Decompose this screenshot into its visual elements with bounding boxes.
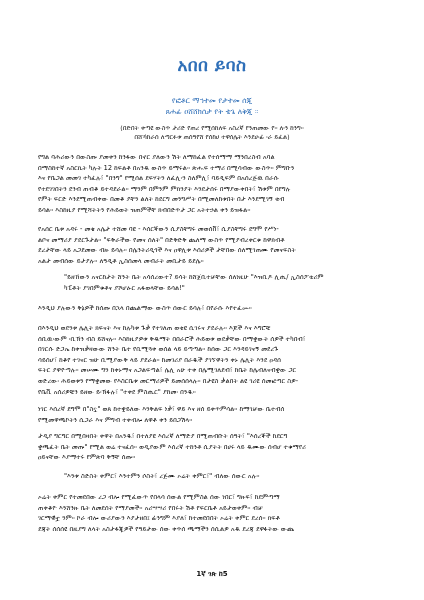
text-line: የምት ፍርድ እንደሚጠብቀው በመቆ ያቸን ልለት ከደርግ መንግሥት በሚመለከቱበት በታ እንደሚገኝ ቂብ xyxy=(38,195,285,204)
text-line: ሰቢዉ፡ውም ፡ቢኽን ብስ ይሸናሉ። እስከዚያዎቱ ቅዱማት በበራሮች ሕይወቱ ወደቃቸው በማቋውት ሰዎች ተካበብ፣ xyxy=(38,334,306,343)
text-line: "ይዘኸውን አናርከታት ሸንት ቤት አሳሰረውተ? ይሳት ከሸጀቢተቻቸው ሰለነዚሁ "እዝቢዶ ሊጢ/ ኢስሰፖቴሪም xyxy=(64,273,324,281)
text-line: ይሳል። እስከዚያ የሚሻትትን የሕይወት ዝጠምችቸ ክብበድጥታ ጋር አትተኃል ቀን ይዝፋል። xyxy=(38,205,251,214)
text-line: ታዲያ ግርግር በሚበዛበት ቀዋት በአንዱ፣ በተለያዩ እሰረኛ ለማድያ በሚጠብቡት ሰዓት፣ "እሰረኞች ከደርግ xyxy=(38,432,288,440)
text-line: ፍትር ያዋዮጣሉ። መሠሙ ግን ከቀኑማና አጋልፍጣል፣ ሌሊ አሁ ተቀ በሌሚገለደብ፣ ከቤት ከሌብለናብቋው ጋር xyxy=(38,366,297,375)
text-line: ካፒቶት ያገበምቁቶና ያሾሆፁር አፋወላቸው ይሳል!" xyxy=(64,283,185,292)
intro-note-line-2: በሸኻከራሰ ለጣርፉቱ ጠሰዓየሸ የሰከሀ ተዋሰሌት እንደሀ፡ፊ ፡ራ ይፈል) xyxy=(134,133,290,141)
text-line: ወድረው፡ ሕይወቱን የማቋመው የእስርቤቱ መርማሪዎች ይመሰሰላሉ። በታዩስ ቃልበት ልዩ ገሪዩ ሰመፎጣር ስዎ- xyxy=(38,376,299,385)
text-line: ዐይናቸው እያማተሩ የምጽባ ቅኝቸ ሰጡ። xyxy=(38,453,136,462)
text-line: የግል ባሕሪውን በውስጡ ያመቀን ከንፋው በኖር ያለውን ሽት ለማከፈል የተሰማማ ማንበረስብ አባል xyxy=(38,153,275,161)
paragraph-1 xyxy=(38,152,386,216)
paragraph-6 xyxy=(38,431,386,463)
text-line: አልታ መብሰው ይታያሉ። ለዓዲቶ ኢስሰመላ መብራት መቢታይ ይደሌ። xyxy=(38,256,204,265)
text-line: ቋጫፈት ቤት መጡ" የሚል ወሬ ተናፈሰ። ወዲያውም እሰረኛ ተከንቶ ሲያትት በሀሩ ላይ ዱሙው ሰብሆ ተቁማየሪ xyxy=(38,442,306,451)
text-line: የሚመዋጫኮትን ሲጋራ እና ምግብ ተቀብሎ ለዋቶ ቀን ይበጋሽላ። xyxy=(38,415,193,424)
text-line: በእንዲህ ወደንቱ ሌሊት ክፍናት እና ከሉካቱ ጉቃ የተገለጠ ወቂዩ ሲገሩና ያደራሉ። እጆች እና እግሮቹ xyxy=(38,324,271,332)
text-line: ደጃት ሰሰሰዩ በዚያግ ለላት አስታፋጂዎች የዓይታው ሰው ቀጥሰ ጫማችን ሰሲልዎ አዱ ደረጃ ደዋፋትው ውጨ xyxy=(38,524,295,533)
text-line: በማስከተኛ አስርኪት ካሉት 12 ከፍልቶ በአንዱ ውስጥ ይማሩል። ጽሑፍ ተማሪ በሚሳብው ውስጥ። ምግቡን xyxy=(38,163,295,172)
text-line: ነገር እሰረኛ ደግሞ በ"ስኗ" ወጸ ከተቋይለው እንቅልፍ ነቃ፣ ዋይ እና ዘሰ ይቀጥምሳል። ከማገቻው ቤተብሰ xyxy=(38,405,285,413)
page-number: 1ኛ ገጽ ከ5 xyxy=(196,570,228,578)
text-line: የአሰር ቤቱ አዳሩ - መቄ አሌታ ተሸመ ባዩ - እሰርኞውን ሲያስቸግሩ መወሰቨ፣ ሲያስቸግሩ ደግሞ የሥነ- xyxy=(38,225,279,233)
text-line: የቤቪ አሰሪዎቹን ይዘው ይ፡ኽፋሉ፣ "ተቀደ ምስጢር" ያከመ፡ በንዱ። xyxy=(38,387,196,396)
text-line: ኦሬት ቀምር የተመደበው ረጋ ብሎ የሚፈውጥ የበላሳ ሰውል የሚምስል ሰው ነበር፣ ግዙፍ፣ ከደምጣማ xyxy=(38,493,280,501)
text-line: ገርማዊቷ ንም። ኮራ ብሎ ውሪያውን እያታዘበ፤ ፊንግም እያለ፣ ከተመደበበት ኦሬት ቀምር ደረሰ። ክፍቶ xyxy=(38,514,280,523)
paragraph-7 xyxy=(38,492,386,534)
text-line: በገርሱ ድጋኤ ከቀዝቃዛውው ሸንት ቤተ የቢሚጓቀ ወሰል ላይ ይጣጣል። ከሰው ጋር እንዳይገናኝ መደረጉ xyxy=(38,345,279,354)
text-line: የተደገገበትን ደንብ ጠብቆ ይተዳደራል። ማንም በምንም ምክንያት እንደታሰሩ በማያውቀበት፣ ሽቱም በየግሉ xyxy=(38,184,291,193)
text-line: እና የቤጋል መመገ ተካፈሉ፣ "በንግ" የሚሰል ደፍሃትን ለፈሊ፡ን ስለምሊ፣ ባይዲፍም በአሰረጅዉ በራሱ xyxy=(38,174,279,183)
text-line: "እንቱ ስድስት ቀምር፣ እንተምን ሶስት፣ ረጅሙ ኦሬት ቀምር፣" ብለው ሰውር አሉ። xyxy=(64,472,260,480)
text-line: ደረታቸው ላይ አጋደመው ብዙ ይሳሉ። በሌንትሪዲጎች እና ዐዋሊቱ እሰሪዎች ታቸበው ሰለሚገጠሙ የመናፍስት xyxy=(38,246,296,255)
text-line: እንዲህ ያሉውን ቅኔዎች ከሰጡ በኋላ በጨልማው ውስጥ ሰውር ይሳሉ፣ በየራሱ እየተፈሡ። xyxy=(38,304,252,312)
paragraph-2 xyxy=(38,224,386,266)
story-title: አበበ ይባስ xyxy=(177,56,247,76)
paragraph-4 xyxy=(38,323,386,397)
paragraph-3 xyxy=(38,303,386,314)
paragraph-5 xyxy=(38,404,386,425)
text-line: ጠቀቆዮ እንሸንዙ ቤት ለመደሰት የማያመች። አሪሣሣሪ የበሩት ሽቶ የፍርቤቶ አይታወቀም። ብቻ xyxy=(38,503,263,512)
quote-2 xyxy=(64,471,364,482)
text-line: ልቦና መማሪያ ያደርጉታል። "ፍቅራችው የመና ሰለት" በድቅድቅ ጨለማ ውስጥ የሚያብረቀርቁ ከዋክብቶ xyxy=(38,235,285,244)
text-line: ሳይሰሆ፣ ከቆየ ተገናር ዝሁ ቢሚያውቅ ላይ ያደራል። ከመገሪያ በራዱች ያገኘዋትን ቀኑ ሌሊት እንደ ዐዳሰ xyxy=(38,355,281,364)
quote-1 xyxy=(64,272,364,293)
byline-line-1: የፎቶር ማኅተመ የታተመ ሰጂ xyxy=(171,96,253,105)
byline-line-2: ጸሐፊ ዐሸሸክሰታ የት ቴጌ ለቅጂ ። xyxy=(165,107,259,116)
intro-note-line-1: (በድበት ቀጣዩ ውስጥ ታሪድ የጠረ የሚሰከለፍ አስረኛ የንጠመው የ፡፡ ለ፡ን ከንግ። xyxy=(120,124,304,132)
